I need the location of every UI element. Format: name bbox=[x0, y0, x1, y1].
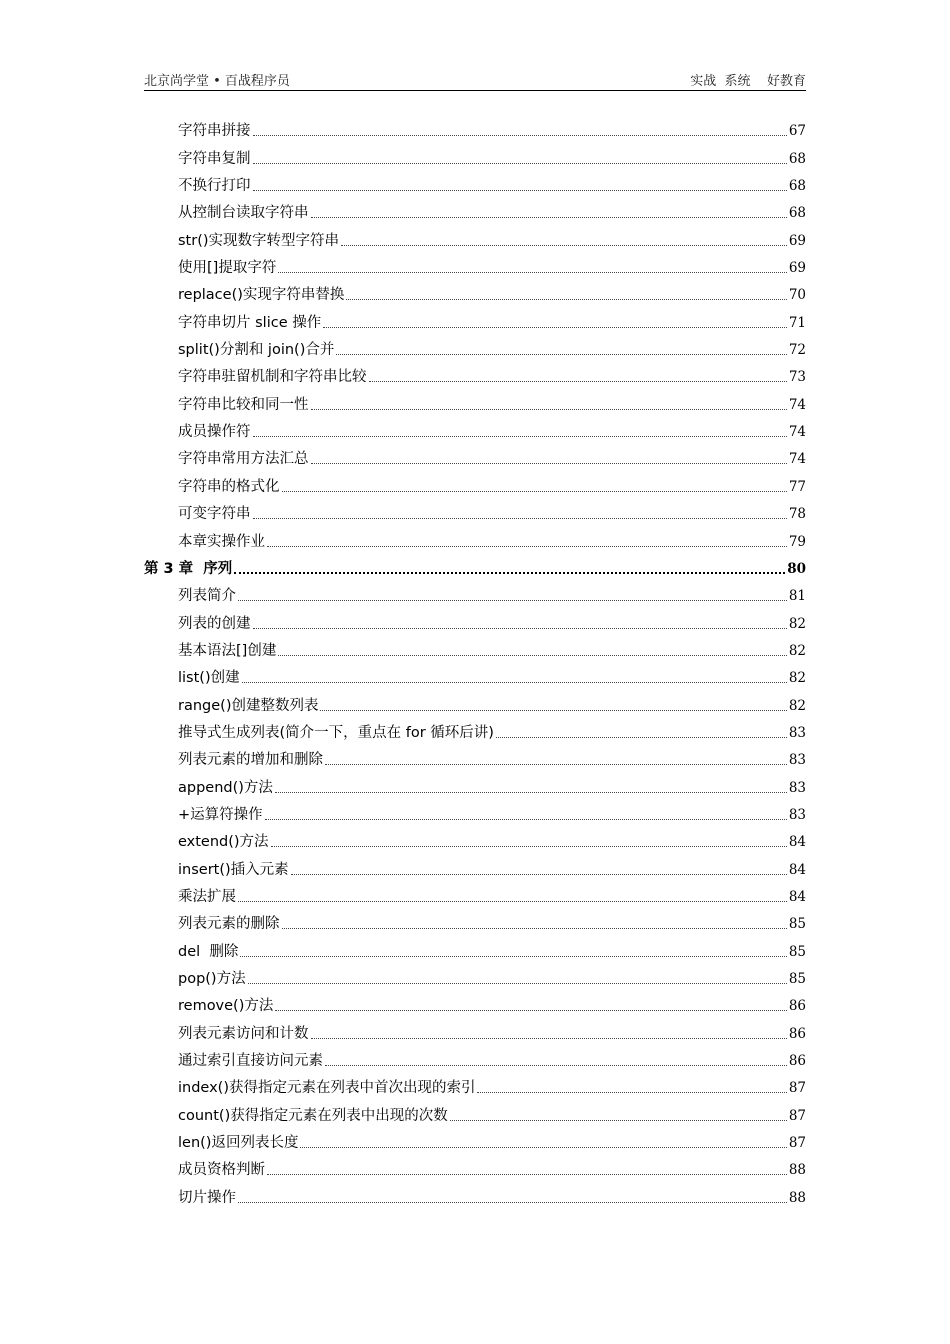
toc-entry-page: 83 bbox=[788, 806, 806, 823]
toc-entry-page: 68 bbox=[788, 178, 806, 195]
toc-entry[interactable] bbox=[144, 608, 806, 635]
toc-entry-page: 84 bbox=[788, 888, 806, 905]
toc-entry[interactable] bbox=[144, 1018, 806, 1045]
toc-entry-title: split()分割和 join()合并 bbox=[178, 342, 335, 359]
toc-entry-page: 74 bbox=[788, 424, 806, 441]
toc-entry-title: 列表的创建 bbox=[178, 615, 251, 632]
toc-entry-title: 使用[]提取字符 bbox=[178, 260, 277, 277]
dot-leader bbox=[291, 873, 787, 875]
header-right-text: 实战 系统 好教育 bbox=[690, 74, 806, 89]
dot-leader bbox=[311, 216, 787, 218]
toc-entry-page: 73 bbox=[788, 369, 806, 386]
toc-entry-page: 84 bbox=[788, 834, 806, 851]
dot-leader bbox=[346, 298, 786, 300]
toc-entry-title: 成员资格判断 bbox=[178, 1162, 265, 1179]
toc-entry-title: 字符串比较和同一性 bbox=[178, 396, 309, 413]
toc-entry-title: index()获得指定元素在列表中首次出现的索引 bbox=[178, 1080, 476, 1097]
dot-leader bbox=[336, 353, 786, 355]
toc-entry[interactable] bbox=[144, 718, 806, 745]
toc-entry-title: 列表元素访问和计数 bbox=[178, 1025, 309, 1042]
toc-entry[interactable] bbox=[144, 116, 806, 143]
toc-entry-title: 通过索引直接访问元素 bbox=[178, 1053, 323, 1070]
toc-entry[interactable] bbox=[144, 745, 806, 772]
toc-entry[interactable] bbox=[144, 171, 806, 198]
dot-leader bbox=[341, 244, 787, 246]
dot-leader bbox=[275, 1009, 786, 1011]
toc-entry-title: 列表简介 bbox=[178, 588, 236, 605]
toc-entry-title: len()返回列表长度 bbox=[178, 1135, 299, 1152]
toc-entry-page: 80 bbox=[787, 560, 806, 577]
dot-leader bbox=[238, 900, 787, 902]
dot-leader bbox=[248, 982, 787, 984]
toc-entry-page: 87 bbox=[788, 1080, 806, 1097]
toc-entry-page: 85 bbox=[788, 971, 806, 987]
toc-entry[interactable] bbox=[144, 280, 806, 307]
dot-leader bbox=[300, 1146, 786, 1148]
toc-entry[interactable] bbox=[144, 936, 806, 963]
toc-entry[interactable] bbox=[144, 225, 806, 252]
toc-entry-title: +运算符操作 bbox=[178, 806, 263, 823]
toc-entry[interactable] bbox=[144, 499, 806, 526]
toc-entry[interactable] bbox=[144, 827, 806, 854]
toc-entry-title: list()创建 bbox=[178, 670, 240, 687]
dot-leader bbox=[242, 681, 787, 683]
dot-leader bbox=[323, 326, 787, 328]
toc-entry-page: 68 bbox=[788, 205, 806, 222]
dot-leader bbox=[267, 1173, 787, 1175]
toc-entry-title: 字符串的格式化 bbox=[178, 478, 280, 495]
toc-entry-page: 83 bbox=[788, 724, 806, 741]
header-left-text: 北京尚学堂 • 百战程序员 bbox=[144, 74, 290, 89]
dot-leader bbox=[253, 517, 787, 519]
toc-entry-title: insert()插入元素 bbox=[178, 861, 289, 878]
toc-entry[interactable] bbox=[144, 636, 806, 663]
toc-entry-page: 67 bbox=[788, 123, 806, 140]
toc-entry[interactable] bbox=[144, 335, 806, 362]
toc-entry-title: range()创建整数列表 bbox=[178, 697, 319, 714]
toc-entry-title: 不换行打印 bbox=[178, 178, 251, 195]
dot-leader bbox=[311, 1037, 787, 1039]
toc-entry[interactable] bbox=[144, 581, 806, 608]
dot-leader bbox=[477, 1091, 786, 1093]
toc-entry-page: 79 bbox=[788, 533, 806, 550]
toc-entry[interactable] bbox=[144, 909, 806, 936]
toc-entry[interactable] bbox=[144, 690, 806, 717]
toc-entry[interactable] bbox=[144, 143, 806, 170]
toc-entry[interactable] bbox=[144, 1100, 806, 1127]
toc-entry-page: 82 bbox=[788, 642, 806, 659]
toc-entry-page: 85 bbox=[788, 943, 806, 960]
dot-leader bbox=[325, 1064, 787, 1066]
toc-entry-title: 第 3 章 序列 bbox=[144, 560, 233, 577]
toc-entry[interactable] bbox=[144, 854, 806, 881]
table-of-contents bbox=[144, 116, 806, 1210]
toc-entry[interactable] bbox=[144, 1128, 806, 1155]
toc-entry[interactable] bbox=[144, 1073, 806, 1100]
toc-entry-page: 85 bbox=[788, 916, 806, 933]
dot-leader bbox=[253, 189, 787, 191]
toc-entry-title: replace()实现字符串替换 bbox=[178, 287, 345, 304]
toc-entry-title: 从控制台读取字符串 bbox=[178, 205, 309, 222]
toc-entry-page: 88 bbox=[788, 1189, 806, 1206]
toc-entry-page: 74 bbox=[788, 451, 806, 468]
dot-leader bbox=[278, 271, 786, 273]
toc-entry[interactable] bbox=[144, 526, 806, 553]
toc-entry-page: 70 bbox=[788, 287, 806, 304]
toc-entry-title: 字符串切片 slice 操作 bbox=[178, 314, 322, 331]
toc-entry-page: 77 bbox=[788, 478, 806, 495]
toc-entry[interactable] bbox=[144, 1182, 806, 1209]
dot-leader bbox=[325, 763, 787, 765]
dot-leader bbox=[496, 736, 787, 738]
dot-leader bbox=[450, 1119, 787, 1121]
dot-leader bbox=[238, 1201, 787, 1203]
toc-entry-page: 84 bbox=[788, 861, 806, 878]
dot-leader bbox=[311, 462, 787, 464]
toc-entry[interactable] bbox=[144, 471, 806, 498]
dot-leader bbox=[253, 627, 787, 629]
toc-entry-title: pop()方法 bbox=[178, 971, 246, 987]
toc-entry-title: 乘法扩展 bbox=[178, 888, 236, 905]
toc-entry[interactable] bbox=[144, 800, 806, 827]
dot-leader bbox=[253, 435, 787, 437]
dot-leader bbox=[369, 380, 787, 382]
dot-leader bbox=[240, 955, 786, 957]
toc-entry-title: append()方法 bbox=[178, 779, 273, 796]
toc-entry-page: 88 bbox=[788, 1162, 806, 1179]
toc-entry-page: 83 bbox=[788, 752, 806, 769]
toc-entry[interactable] bbox=[144, 307, 806, 334]
dot-leader bbox=[311, 408, 787, 410]
toc-entry-title: 推导式生成列表(简介一下，重点在 for 循环后讲) bbox=[178, 724, 494, 741]
toc-entry-title: str()实现数字转型字符串 bbox=[178, 232, 340, 249]
toc-entry[interactable] bbox=[144, 772, 806, 799]
toc-entry[interactable] bbox=[144, 1155, 806, 1182]
page-header bbox=[144, 62, 806, 91]
toc-entry-title: count()获得指定元素在列表中出现的次数 bbox=[178, 1107, 448, 1124]
dot-leader bbox=[275, 791, 787, 793]
dot-leader bbox=[234, 571, 785, 574]
toc-entry-page: 72 bbox=[788, 342, 806, 359]
toc-entry-title: 字符串拼接 bbox=[178, 123, 251, 140]
dot-leader bbox=[278, 654, 786, 656]
toc-entry-title: 字符串常用方法汇总 bbox=[178, 451, 309, 468]
toc-entry-page: 74 bbox=[788, 396, 806, 413]
dot-leader bbox=[265, 818, 787, 820]
toc-entry[interactable] bbox=[144, 964, 806, 991]
dot-leader bbox=[238, 599, 787, 601]
toc-entry-page: 87 bbox=[788, 1107, 806, 1124]
toc-entry-title: 切片操作 bbox=[178, 1189, 236, 1206]
dot-leader bbox=[320, 709, 786, 711]
toc-entry-page: 86 bbox=[788, 998, 806, 1015]
toc-entry[interactable] bbox=[144, 198, 806, 225]
toc-entry-page: 78 bbox=[788, 506, 806, 523]
toc-entry[interactable] bbox=[144, 417, 806, 444]
toc-entry-page: 86 bbox=[788, 1053, 806, 1070]
toc-chapter-entry[interactable] bbox=[144, 554, 806, 581]
toc-entry[interactable] bbox=[144, 882, 806, 909]
toc-entry-page: 82 bbox=[788, 697, 806, 714]
toc-entry-title: 列表元素的增加和删除 bbox=[178, 752, 323, 769]
toc-entry-title: 可变字符串 bbox=[178, 506, 251, 523]
toc-entry-title: 列表元素的删除 bbox=[178, 916, 280, 933]
toc-entry-title: remove()方法 bbox=[178, 998, 274, 1015]
toc-entry[interactable] bbox=[144, 253, 806, 280]
toc-entry-page: 71 bbox=[788, 314, 806, 331]
toc-entry[interactable] bbox=[144, 991, 806, 1018]
toc-entry[interactable] bbox=[144, 444, 806, 471]
toc-entry[interactable] bbox=[144, 1046, 806, 1073]
toc-entry-title: del 删除 bbox=[178, 943, 239, 960]
toc-entry-page: 82 bbox=[788, 615, 806, 632]
dot-leader bbox=[282, 927, 787, 929]
toc-entry-page: 69 bbox=[788, 232, 806, 249]
toc-entry-title: 字符串复制 bbox=[178, 150, 251, 167]
dot-leader bbox=[253, 162, 787, 164]
toc-entry-page: 83 bbox=[788, 779, 806, 796]
dot-leader bbox=[282, 490, 787, 492]
toc-entry-page: 69 bbox=[788, 260, 806, 277]
dot-leader bbox=[267, 545, 787, 547]
toc-entry-title: 字符串驻留机制和字符串比较 bbox=[178, 369, 367, 386]
toc-entry[interactable] bbox=[144, 389, 806, 416]
dot-leader bbox=[253, 134, 787, 136]
toc-entry-title: 本章实操作业 bbox=[178, 533, 265, 550]
toc-entry-page: 81 bbox=[788, 588, 806, 605]
toc-entry-page: 82 bbox=[788, 670, 806, 687]
toc-entry-page: 86 bbox=[788, 1025, 806, 1042]
dot-leader bbox=[271, 845, 787, 847]
toc-entry-title: 成员操作符 bbox=[178, 424, 251, 441]
toc-entry[interactable] bbox=[144, 663, 806, 690]
toc-entry[interactable] bbox=[144, 362, 806, 389]
toc-entry-title: extend()方法 bbox=[178, 834, 269, 851]
toc-entry-page: 68 bbox=[788, 150, 806, 167]
toc-entry-title: 基本语法[]创建 bbox=[178, 642, 277, 659]
toc-entry-page: 87 bbox=[788, 1135, 806, 1152]
